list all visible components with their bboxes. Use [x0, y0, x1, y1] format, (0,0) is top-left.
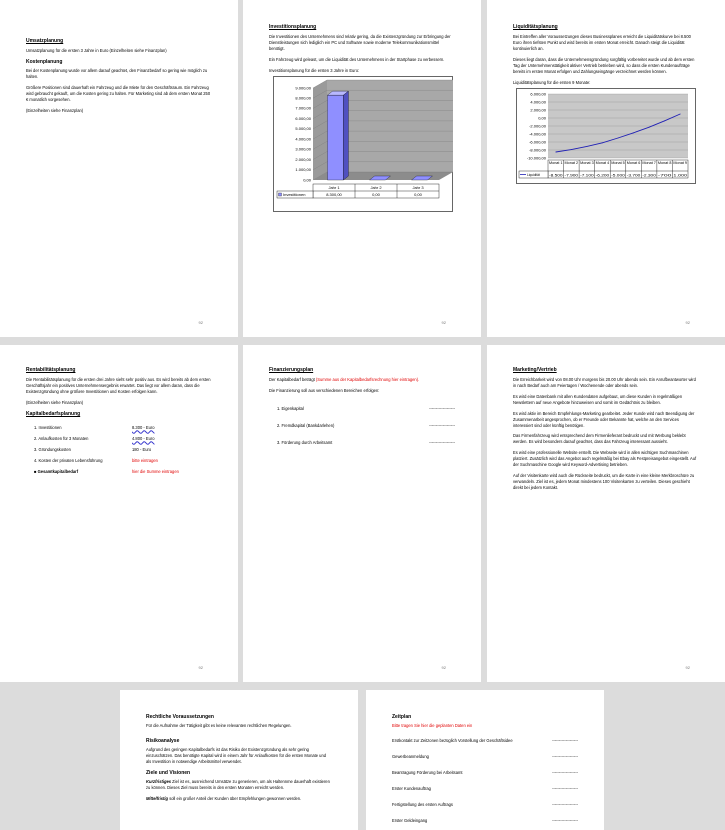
paragraph [146, 796, 332, 802]
item-value: 8.300 - Euro [132, 424, 155, 430]
chart-side-wall [313, 80, 327, 180]
item-label: ■ Gesamtkapitalbedarf [34, 468, 79, 474]
section-heading: Zeitplan [392, 714, 412, 720]
section-heading: Liquiditätsplanung [513, 24, 558, 30]
y-tick-label: 8.000,00 [295, 95, 311, 101]
paragraph [269, 377, 455, 383]
investment-bar-chart [273, 76, 453, 212]
page-number: 92 [685, 665, 690, 670]
item-label: Erster Kundenauftrag [392, 785, 431, 791]
item-label: Beantragung Förderung bei Arbeitsamt [392, 769, 463, 775]
paragraph: Das Firmenfahrzeug wird entsprechend dem Firmenlieferant bedruckt und mit Werbung beklebt werden. Es wird besonders darauf geachtet, dass das Fahrzeug interessant aussieht. [513, 433, 686, 445]
data-point [571, 149, 572, 150]
section-heading: Rentabilitätsplanung [26, 367, 76, 373]
x-category-label: Jahr 1 [328, 184, 340, 190]
item-value: 4.800 - Euro [132, 435, 155, 441]
paragraph-text: Der Kapitalbedarf beträgt [269, 377, 316, 382]
y-tick-label: 0,00 [303, 176, 311, 182]
item-value: ------------------- [429, 422, 455, 428]
item-value: hier die Summe eintragen [132, 468, 179, 474]
page-number: 92 [441, 320, 446, 325]
y-tick-label: -6.000,00 [529, 138, 546, 144]
y-tick-label: 4.000,00 [530, 98, 546, 104]
paragraph: Für die Aufnahme der Tätigkeit gibt es keine relevanten rechtlichen Regelungen. [146, 723, 292, 728]
list-item [392, 818, 578, 823]
y-tick-label: -2.000,00 [529, 122, 546, 128]
paragraph-text: soll ein großer Anteil der Kunden über Empfehlungen gewonnen werden. [168, 795, 302, 801]
item-label: 1. Investitionen [34, 424, 62, 430]
legend-label: Investitionen [283, 191, 306, 197]
paragraph: Aufgrund des geringen Kapitalbedarfs ist das Risiko der Existenzgründung als sehr gering einzuschätzen. Das benötigte Kapital wird in einem Jahr für Anlaufkosten für die ersten Monate und als Investition in notwendige Arbeitsmittel verwendet. [146, 746, 327, 764]
bar [328, 95, 344, 180]
x-category-label: Monat 4 [595, 160, 610, 165]
x-category-label: Monat 2 [564, 160, 579, 165]
item-label: 4. Kosten der privaten Lebensführung [34, 457, 103, 463]
item-value: ------------------- [552, 753, 578, 759]
paragraph: (Einzelheiten siehe Finanzplan) [26, 107, 84, 113]
x-category-label: Jahr 2 [370, 184, 382, 190]
x-category-label: Monat 3 [580, 160, 594, 165]
page-number: 92 [441, 665, 446, 670]
paragraph: Auf der Visitenkarte wird auch die Rückseite bedruckt, um die Karte in eine kleine Merkbroschüre zu verwandeln. Ziel ist es, jedem Monat mindestens 100 Visitenkarten zu verteilen. Dieses geschieht direkt bei jedem Kontakt. [513, 473, 695, 490]
list-item [34, 469, 212, 474]
data-table-value: 0,00 [372, 191, 380, 197]
section-heading: Finanzierungsplan [269, 367, 314, 373]
item-label: 2. Fremdkapital (Bankdarlehen) [277, 422, 335, 428]
section-heading: Ziele und Visionen [146, 769, 191, 776]
chart-caption: Liquiditätsplanung für die ersten 9 Monate: [513, 79, 591, 85]
list-item [277, 423, 455, 428]
document-page-3 [487, 0, 725, 337]
document-page-4 [0, 345, 238, 682]
x-category-label: Monat 7 [642, 160, 657, 165]
paragraph: Es wird aktiv im Bereich Empfehlungs-Marketing gearbeitet. Jeder Kunde wird nach Beendigung der Zusammenarbeit angesprochen, ob er Freunde oder Bekannte hat, welche an den Services interessiert sind oder künftig benötigen. [513, 410, 695, 428]
paragraph-text: Ziel ist es, ausreichend Umsätze zu generieren, um als Haltennme dauerhaft existieren zu können. Dieses Ziel muss bereits in den ersten Monaten erreicht werden. [146, 778, 330, 790]
x-category-label: Monat 1 [549, 160, 563, 165]
item-value: ------------------- [552, 737, 578, 743]
paragraph: Bei der Kostenplanung wurde vor allem darauf geachtet, den Finanzbedarf so gering wie möglich zu halten. [26, 67, 208, 79]
section-heading: Marketing/Vertrieb [513, 367, 557, 373]
item-label: Erster Geldeingang [392, 817, 428, 823]
paragraph: Dieses liegt daran, dass die Unternehmensgründung sorgfältig vorbereitet wurde und ab dem ersten Tag der Unternehmenstätigkeit aktiver Vertrieb betrieben wird, so dass die ersten Kundenaufträge bereits im ersten Monat erfolgen und Zahlungseingänge verzeichnet werden können. [513, 56, 695, 74]
paragraph: Es wird eine professionelle Website erstellt. Die Webseite wird in allen wichtigen Suchmaschinen platziert. Zusätzlich wird das Angebot auch regelmäßig bei Ebay als Festpreisangebot eingestellt. Auf der Suchmaschine Google wird Keyword-Advertising betrieben. [513, 450, 697, 468]
placeholder-note: (Summe aus der Kapitalbedarfsrechnung hier eintragen). [315, 377, 420, 382]
item-value: ------------------- [552, 785, 578, 791]
document-page-5 [243, 345, 481, 682]
x-category-label: Monat 5 [611, 160, 626, 165]
item-label: Erstkontakt zur Zeitzonen bezüglich Vorstellung der Geschäftsidee [392, 737, 513, 743]
capital-requirement-list [26, 425, 212, 474]
legend-swatch [279, 193, 282, 196]
y-tick-label: 2.000,00 [530, 106, 546, 112]
timeline-list [392, 738, 578, 823]
y-tick-label: 7.000,00 [295, 105, 311, 111]
data-point [555, 151, 556, 152]
item-value: bitte eintragen [132, 457, 158, 463]
section-heading: Rechtliche Voraussetzungen [146, 714, 214, 720]
data-point [664, 120, 665, 121]
section-heading: Umsatzplanung [26, 38, 64, 44]
item-label: Fertigstellung des ersten Auftrags [392, 801, 453, 807]
page-number: 92 [198, 665, 203, 670]
item-value: ------------------- [552, 801, 578, 807]
legend-label: Liquidität [527, 172, 540, 177]
y-tick-label: 6.000,00 [295, 115, 311, 121]
y-tick-label: 5.000,00 [295, 125, 311, 131]
list-item [277, 406, 455, 411]
x-category-label: Monat 6 [626, 160, 641, 165]
list-item [392, 802, 578, 807]
y-tick-label: -4.000,00 [529, 130, 546, 136]
paragraph: Es wird eine Datenbank mit allen Kundendaten aufgebaut, um diese Kunden in regelmäßigen Newslettern auf neue Angebote hinzuweisen und somit im Gedächtnis zu bleiben. [513, 393, 683, 405]
section-heading: Kapitalbedarfsplanung [26, 410, 81, 417]
section-heading: Investitionsplanung [269, 24, 317, 30]
financing-list [269, 406, 455, 445]
y-tick-label: 1.000,00 [295, 166, 311, 172]
paragraph: Umsatzplanung für die ersten 3 Jahre in Euro (Einzelheiten siehe Finanzplan) [26, 48, 167, 53]
paragraph: Die Finanzierung soll aus verschiedenen Bereichen erfolgen: [269, 387, 380, 393]
y-tick-label: -8.000,00 [529, 146, 546, 152]
data-table-value: -5.000 [611, 172, 626, 177]
y-tick-label: -10.000,00 [526, 154, 546, 160]
item-value: ------------------- [552, 769, 578, 775]
page-number: 92 [685, 320, 690, 325]
data-point [680, 113, 681, 114]
data-table-value: 8.300,00 [326, 191, 342, 197]
page-number: 92 [198, 320, 203, 325]
data-table-value: 1.000 [673, 172, 688, 177]
paragraph [146, 779, 332, 791]
x-category-label: Monat 8 [657, 160, 672, 165]
liquidity-line-chart [516, 88, 696, 184]
list-item [392, 754, 578, 759]
bar-side [343, 91, 348, 180]
data-table-value: -6.200 [595, 172, 610, 177]
x-category-label: Jahr 3 [412, 184, 424, 190]
data-table-value: 0,00 [414, 191, 422, 197]
y-tick-label: 6.000,00 [530, 90, 546, 96]
y-tick-label: 0,00 [538, 114, 546, 120]
list-item [34, 425, 212, 430]
paragraph: (Einzelheiten siehe Finanzplan) [26, 399, 84, 405]
data-point [649, 126, 650, 127]
data-table-value: -8.500 [549, 172, 563, 177]
list-item [392, 770, 578, 775]
section-heading: Risikoanalyse [146, 737, 180, 744]
item-label: Gewerbeanmeldung [392, 753, 429, 759]
item-label: 1. Eigenkapital [277, 405, 304, 411]
chart-caption: Investitionsplanung für die ersten 3 Jahre in Euro: [269, 67, 360, 73]
paragraph: Ein Fahrzeug wird geleast, um die Liquidität des Unternehmens in der Startphase zu verbessern. [269, 56, 445, 62]
document-page-2 [243, 0, 481, 337]
section-heading: Kostenplanung [26, 58, 63, 65]
list-item [392, 786, 578, 791]
placeholder-note: Bitte tragen Sie hier die geplanten Daten ein [392, 723, 473, 728]
list-item [34, 447, 212, 452]
paragraph: Die Investitionen des Unternehmens sind relativ gering, da die Existenzgründung zur Erbringung der Dienstleistungen sich lediglich ein PC und Software sowie moderne Telekommunikationsmittel benötigt. [269, 34, 451, 51]
data-point [633, 132, 634, 133]
list-item [34, 436, 212, 441]
item-label: 3. Förderung durch Arbeitsamt [277, 439, 333, 445]
document-page-6 [487, 345, 725, 682]
list-item [392, 738, 578, 743]
paragraph: Die Erreichbarkeit wird von 08.00 Uhr morgens bis 20.00 Uhr abends sein. Ein Anrufbeantworter wird in nach Bedarf auch am Feiertagen / Wochenende oder abends sein. [513, 377, 696, 388]
item-value: ------------------- [429, 439, 455, 445]
item-value: 180 - Euro [132, 446, 152, 452]
y-tick-label: 9.000,00 [295, 84, 311, 90]
paragraph: Bei Eintreffen aller Voraussetzungen dieses Businessplanes erreicht die Liquiditätskurve bei 8.500 Euro ihren tiefsten Punkt und wird bereits im ersten Monat erreicht. Danach steigt die Liquidität kontinuierlich an. [513, 34, 691, 51]
emphasis: Mittelfristig [146, 795, 169, 801]
document-page-8 [366, 690, 604, 830]
data-table-value: -3.700 [626, 172, 641, 177]
y-tick-label: 4.000,00 [295, 136, 311, 142]
data-table-value: -7.100 [580, 172, 594, 177]
item-value: ------------------- [429, 405, 455, 411]
data-point [586, 146, 587, 147]
y-tick-label: 3.000,00 [295, 146, 311, 152]
list-item [34, 458, 212, 463]
data-table-value: -700 [657, 172, 672, 177]
data-table-value: -7.900 [564, 172, 579, 177]
data-table-value: -2.300 [642, 172, 657, 177]
item-label: 2. Anlaufkosten für 3 Monaten [34, 435, 89, 441]
data-point [602, 142, 603, 143]
paragraph: Die Rentabilitätsplanung für die ersten drei Jahre sieht sehr positiv aus. Es wird bereits ab dem ersten Geschäftsjahr ein positives Unternehmensergebnis erwartet. Das liegt vor allem daran, dass die Existenzgründung ohne größere Investitionen und Kosten erfolgen kann. [26, 377, 211, 394]
y-tick-label: 2.000,00 [295, 156, 311, 162]
item-label: 3. Gründungskosten [34, 446, 71, 452]
document-page-7 [120, 690, 358, 830]
paragraph: Größere Positionen sind dauerhaft ein Fahrzeug und die Miete für den Geschäftsraum. Ein Fahrzeug wird gebraucht gekauft, um die Kosten gering zu halten. Für Marketing sind ab dem ersten Monat 250 € monatlich vorgesehen. [26, 84, 211, 102]
item-value: ------------------- [552, 817, 578, 823]
x-category-label: Monat 9 [673, 160, 688, 165]
document-page-1 [0, 0, 238, 337]
data-point [618, 137, 619, 138]
emphasis: Kurzfristiges [146, 778, 172, 784]
list-item [277, 440, 455, 445]
marketing-paragraphs [513, 377, 699, 491]
